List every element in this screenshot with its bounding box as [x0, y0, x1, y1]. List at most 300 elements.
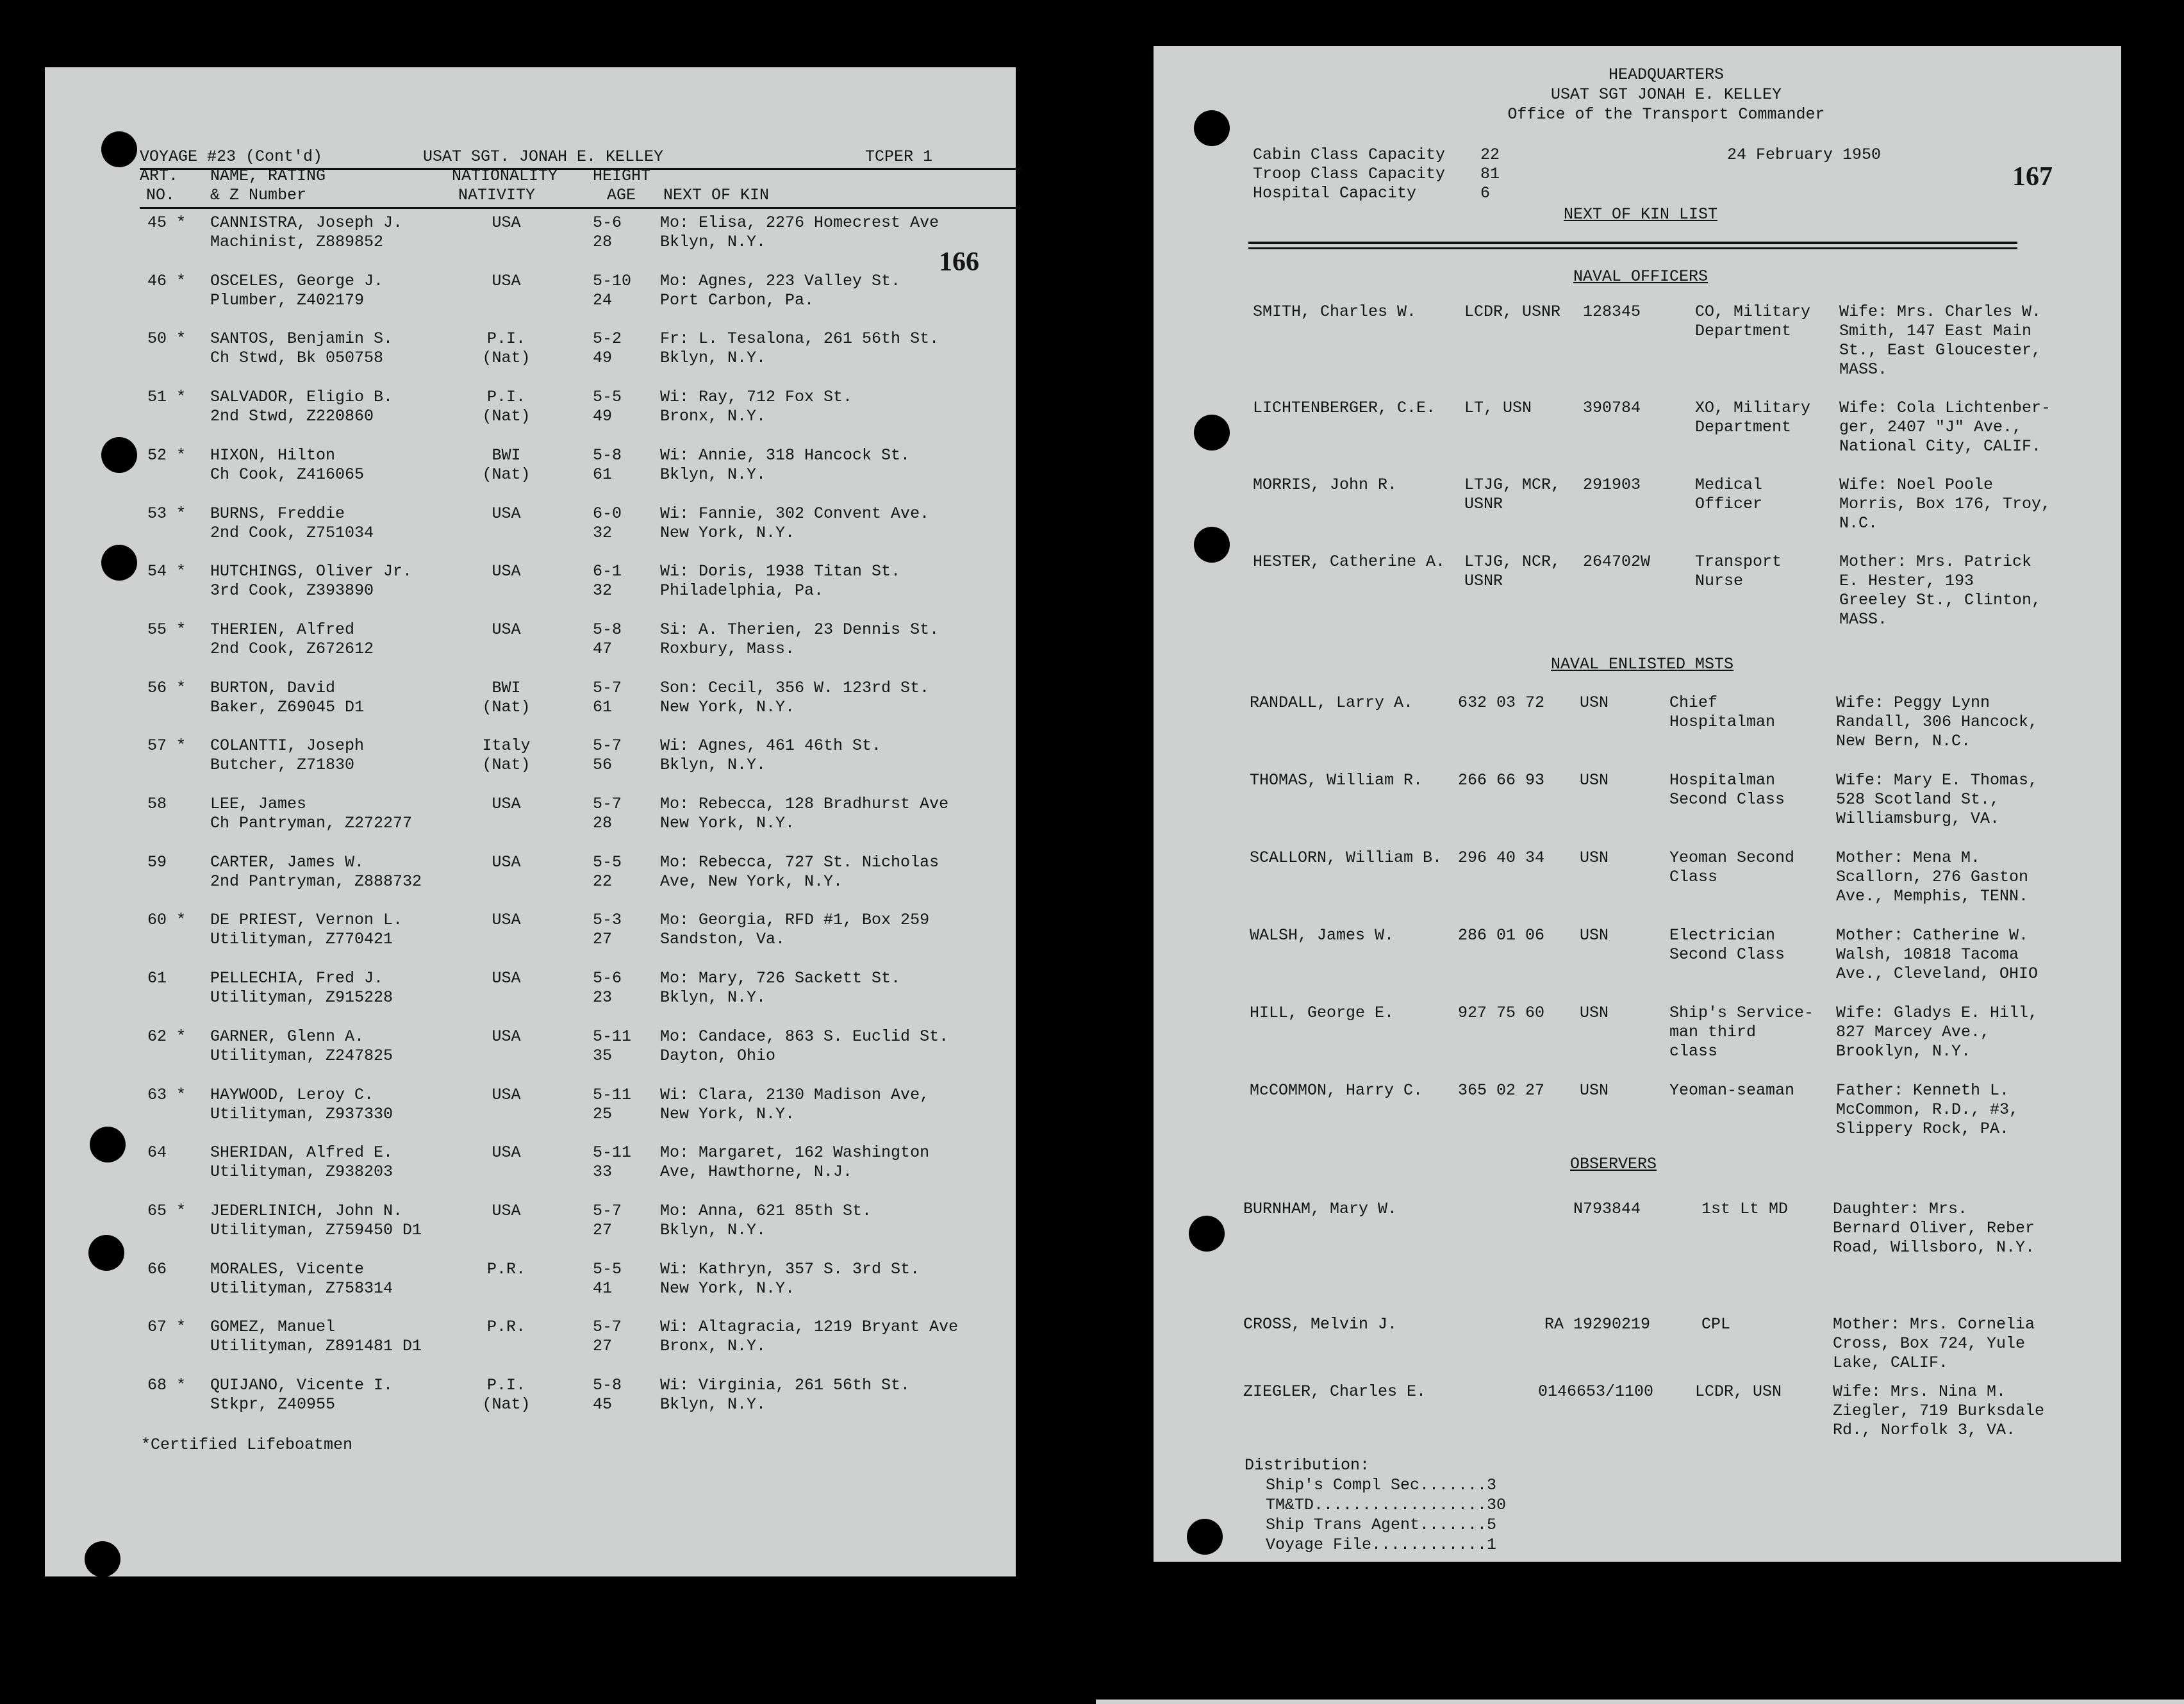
- enlisted-name: HILL, George E.: [1250, 1004, 1394, 1022]
- officer-duty: CO, Military: [1695, 302, 1811, 321]
- officer-kin: Wife: Cola Lichtenber-: [1839, 399, 2051, 417]
- crew-rating: Utilityman, Z758314: [210, 1279, 393, 1298]
- officer-kin: MASS.: [1839, 610, 1888, 629]
- left-page: [45, 67, 1016, 1576]
- enlisted-rating: Second Class: [1669, 945, 1785, 964]
- art-number: 62 *: [147, 1027, 186, 1046]
- next-of-kin: Mo: Margaret, 162 Washington: [660, 1143, 930, 1162]
- distribution-item: Voyage File............1: [1266, 1535, 1497, 1554]
- age: 61: [593, 465, 613, 484]
- height: 5-8: [593, 446, 622, 465]
- officer-rank: USNR: [1464, 495, 1503, 513]
- next-of-kin: Wi: Altagracia, 1219 Bryant Ave: [660, 1318, 959, 1336]
- enlisted-kin: Father: Kenneth L.: [1836, 1081, 2010, 1100]
- nationality: BWI: [492, 446, 521, 465]
- observer-serial: 0146653/1100: [1538, 1382, 1654, 1401]
- enlisted-kin: Wife: Mary E. Thomas,: [1836, 771, 2039, 790]
- age: 23: [593, 988, 613, 1007]
- crew-rating: Utilityman, Z247825: [210, 1046, 393, 1065]
- officer-serial: 128345: [1583, 302, 1641, 321]
- crew-rating: Utilityman, Z915228: [210, 988, 393, 1007]
- capacity-label: Troop Class Capacity: [1253, 165, 1446, 183]
- section-naval-officers: NAVAL OFFICERS: [1573, 267, 1708, 286]
- enlisted-kin: 528 Scotland St.,: [1836, 790, 2000, 809]
- crew-row: [45, 1260, 1016, 1300]
- distribution-item: Ship Trans Agent.......5: [1266, 1516, 1497, 1534]
- next-of-kin-address: Bklyn, N.Y.: [660, 1221, 766, 1239]
- officer-rank: LTJG, MCR,: [1464, 476, 1561, 494]
- height: 5-7: [593, 1318, 622, 1336]
- enlisted-rating: Hospitalman: [1669, 771, 1776, 790]
- enlisted-serial: 927 75 60: [1458, 1004, 1545, 1022]
- officer-kin: N.C.: [1839, 514, 1878, 533]
- enlisted-kin: 827 Marcey Ave.,: [1836, 1023, 1990, 1041]
- crew-rating: Stkpr, Z40955: [210, 1395, 336, 1414]
- enlisted-name: RANDALL, Larry A.: [1250, 693, 1414, 712]
- crew-row: [45, 853, 1016, 893]
- crew-row: [45, 795, 1016, 834]
- officer-rank: LCDR, USNR: [1464, 302, 1561, 321]
- next-of-kin: Wi: Agnes, 461 46th St.: [660, 736, 882, 755]
- next-of-kin-address: Ave, Hawthorne, N.J.: [660, 1162, 853, 1181]
- crew-name: DE PRIEST, Vernon L.: [210, 911, 403, 929]
- distribution-title: Distribution:: [1245, 1456, 1370, 1475]
- height: 5-2: [593, 329, 622, 348]
- crew-rating: Ch Stwd, Bk 050758: [210, 349, 384, 367]
- crew-rating: 2nd Pantryman, Z888732: [210, 872, 422, 891]
- nationality: USA: [492, 1143, 521, 1162]
- enlisted-service: USN: [1580, 693, 1609, 712]
- height: 5-11: [593, 1086, 632, 1104]
- art-number: 50 *: [147, 329, 186, 348]
- officer-duty: Transport: [1695, 552, 1782, 571]
- observer-kin: Rd., Norfolk 3, VA.: [1833, 1421, 2016, 1439]
- officer-name: LICHTENBERGER, C.E.: [1253, 399, 1436, 417]
- officer-kin: E. Hester, 193: [1839, 572, 1974, 590]
- art-number: 53 *: [147, 504, 186, 523]
- art-number: 63 *: [147, 1086, 186, 1104]
- next-of-kin: Wi: Doris, 1938 Titan St.: [660, 562, 901, 581]
- nationality: USA: [492, 213, 521, 232]
- enlisted-kin: Ave., Memphis, TENN.: [1836, 887, 2029, 906]
- enlisted-service: USN: [1580, 926, 1609, 945]
- nationality: USA: [492, 272, 521, 290]
- nativity: (Nat): [482, 756, 531, 774]
- page-number: 166: [939, 247, 979, 277]
- enlisted-service: USN: [1580, 771, 1609, 790]
- crew-row: [45, 736, 1016, 776]
- crew-row: [45, 272, 1016, 311]
- age: 45: [593, 1395, 613, 1414]
- enlisted-serial: 365 02 27: [1458, 1081, 1545, 1100]
- next-of-kin: Son: Cecil, 356 W. 123rd St.: [660, 679, 930, 697]
- enlisted-kin: Scallorn, 276 Gaston: [1836, 868, 2029, 886]
- observer-kin: Wife: Mrs. Nina M.: [1833, 1382, 2006, 1401]
- punch-hole: [1194, 110, 1230, 146]
- next-of-kin-address: Bklyn, N.Y.: [660, 988, 766, 1007]
- height: 5-10: [593, 272, 632, 290]
- crew-row: [45, 562, 1016, 602]
- height: 6-1: [593, 562, 622, 581]
- officer-duty: Department: [1695, 418, 1792, 436]
- officer-name: MORRIS, John R.: [1253, 476, 1398, 494]
- officer-kin: Mother: Mrs. Patrick: [1839, 552, 2032, 571]
- art-number: 68 *: [147, 1376, 186, 1394]
- officer-duty: Department: [1695, 322, 1792, 340]
- art-number: 57 *: [147, 736, 186, 755]
- observer-name: BURNHAM, Mary W.: [1243, 1200, 1398, 1218]
- crew-row: [45, 1027, 1016, 1067]
- officer-name: SMITH, Charles W.: [1253, 302, 1417, 321]
- age: 41: [593, 1279, 613, 1298]
- age: 28: [593, 233, 613, 251]
- crew-name: SALVADOR, Eligio B.: [210, 388, 393, 406]
- next-of-kin: Mo: Mary, 726 Sackett St.: [660, 969, 901, 988]
- crew-name: LEE, James: [210, 795, 307, 813]
- hq-office: Office of the Transport Commander: [1507, 105, 1825, 124]
- art-number: 65 *: [147, 1202, 186, 1220]
- enlisted-name: THOMAS, William R.: [1250, 771, 1423, 790]
- punch-hole: [1189, 1216, 1225, 1252]
- art-number: 46 *: [147, 272, 186, 290]
- crew-rating: Ch Pantryman, Z272277: [210, 814, 413, 832]
- nationality: P.R.: [486, 1260, 525, 1278]
- crew-row: [45, 1143, 1016, 1183]
- age: 32: [593, 581, 613, 600]
- crew-name: CANNISTRA, Joseph J.: [210, 213, 403, 232]
- next-of-kin: Mo: Elisa, 2276 Homecrest Ave: [660, 213, 939, 232]
- enlisted-name: SCALLORN, William B.: [1250, 848, 1443, 867]
- observer-kin: Road, Willsboro, N.Y.: [1833, 1238, 2035, 1257]
- observer-serial: RA 19290219: [1544, 1315, 1651, 1334]
- next-of-kin: Wi: Kathryn, 357 S. 3rd St.: [660, 1260, 920, 1278]
- nationality: USA: [492, 1027, 521, 1046]
- officer-kin: St., East Gloucester,: [1839, 341, 2042, 360]
- next-of-kin: Wi: Clara, 2130 Madison Ave,: [660, 1086, 930, 1104]
- crew-row: [45, 620, 1016, 660]
- next-of-kin: Mo: Rebecca, 128 Bradhurst Ave: [660, 795, 949, 813]
- punch-hole: [85, 1541, 120, 1577]
- nationality: Italy: [482, 736, 531, 755]
- age: 56: [593, 756, 613, 774]
- crew-name: HAYWOOD, Leroy C.: [210, 1086, 374, 1104]
- enlisted-rating: Yeoman-seaman: [1669, 1081, 1795, 1100]
- enlisted-service: USN: [1580, 1004, 1609, 1022]
- col-header-nationality: NATIONALITY NATIVITY: [452, 167, 558, 204]
- age: 49: [593, 407, 613, 426]
- footnote: *Certified Lifeboatmen: [141, 1435, 353, 1454]
- next-of-kin-address: Dayton, Ohio: [660, 1046, 776, 1065]
- next-of-kin: Wi: Fannie, 302 Convent Ave.: [660, 504, 930, 523]
- art-number: 64: [147, 1143, 167, 1162]
- next-of-kin-address: Philadelphia, Pa.: [660, 581, 824, 600]
- enlisted-rating: Hospitalman: [1669, 713, 1776, 731]
- right-page: [1154, 46, 2121, 1562]
- next-of-kin-address: New York, N.Y.: [660, 1105, 795, 1123]
- enlisted-serial: 266 66 93: [1458, 771, 1545, 790]
- distribution-item: Ship's Compl Sec.......3: [1266, 1476, 1497, 1494]
- nationality: USA: [492, 795, 521, 813]
- officer-kin: ger, 2407 "J" Ave.,: [1839, 418, 2023, 436]
- enlisted-service: USN: [1580, 848, 1609, 867]
- crew-name: OSCELES, George J.: [210, 272, 384, 290]
- enlisted-rating: man third: [1669, 1023, 1757, 1041]
- nationality: USA: [492, 504, 521, 523]
- observer-name: CROSS, Melvin J.: [1243, 1315, 1398, 1334]
- officer-kin: MASS.: [1839, 360, 1888, 379]
- crew-name: GOMEZ, Manuel: [210, 1318, 336, 1336]
- capacity-value: 81: [1480, 165, 1500, 183]
- crew-rating: 3rd Cook, Z393890: [210, 581, 374, 600]
- art-number: 51 *: [147, 388, 186, 406]
- next-of-kin-address: Bklyn, N.Y.: [660, 233, 766, 251]
- col-header-height: HEIGHT AGE: [593, 167, 651, 204]
- crew-rating: Utilityman, Z759450 D1: [210, 1221, 422, 1239]
- officer-serial: 264702W: [1583, 552, 1651, 571]
- crew-name: HUTCHINGS, Oliver Jr.: [210, 562, 413, 581]
- enlisted-name: McCOMMON, Harry C.: [1250, 1081, 1423, 1100]
- officer-rank: USNR: [1464, 572, 1503, 590]
- nativity: (Nat): [482, 465, 531, 484]
- nationality: P.I.: [486, 1376, 525, 1394]
- crew-row: [45, 329, 1016, 369]
- enlisted-serial: 296 40 34: [1458, 848, 1545, 867]
- nationality: USA: [492, 969, 521, 988]
- age: 28: [593, 814, 613, 832]
- enlisted-kin: Brooklyn, N.Y.: [1836, 1042, 1971, 1061]
- title-rule: [1248, 242, 2017, 244]
- nationality: P.R.: [486, 1318, 525, 1336]
- enlisted-rating: Yeoman Second: [1669, 848, 1795, 867]
- next-of-kin: Mo: Rebecca, 727 St. Nicholas: [660, 853, 939, 872]
- next-of-kin-address: Port Carbon, Pa.: [660, 291, 815, 310]
- height: 5-11: [593, 1027, 632, 1046]
- observer-serial: N793844: [1573, 1200, 1641, 1218]
- enlisted-kin: Wife: Gladys E. Hill,: [1836, 1004, 2039, 1022]
- height: 5-7: [593, 795, 622, 813]
- crew-name: BURTON, David: [210, 679, 336, 697]
- punch-hole: [1194, 415, 1230, 451]
- height: 5-5: [593, 853, 622, 872]
- officer-name: HESTER, Catherine A.: [1253, 552, 1446, 571]
- age: 24: [593, 291, 613, 310]
- officer-kin: Greeley St., Clinton,: [1839, 591, 2042, 609]
- crew-row: [45, 446, 1016, 486]
- height: 5-8: [593, 1376, 622, 1394]
- next-of-kin: Mo: Anna, 621 85th St.: [660, 1202, 872, 1220]
- crew-rating: 2nd Stwd, Z220860: [210, 407, 374, 426]
- enlisted-rating: Electrician: [1669, 926, 1776, 945]
- next-of-kin-address: New York, N.Y.: [660, 1279, 795, 1298]
- height: 5-7: [593, 679, 622, 697]
- next-of-kin-address: Bklyn, N.Y.: [660, 1395, 766, 1414]
- nationality: USA: [492, 1202, 521, 1220]
- enlisted-kin: Walsh, 10818 Tacoma: [1836, 945, 2019, 964]
- observer-name: ZIEGLER, Charles E.: [1243, 1382, 1427, 1401]
- crew-row: [45, 911, 1016, 950]
- document-date: 24 February 1950: [1727, 145, 1882, 164]
- enlisted-kin: Ave., Cleveland, OHIO: [1836, 964, 2039, 983]
- col-header-art: ART. NO.: [140, 167, 179, 204]
- enlisted-serial: 286 01 06: [1458, 926, 1545, 945]
- distribution-item: TM&TD..................30: [1266, 1496, 1507, 1514]
- next-of-kin: Si: A. Therien, 23 Dennis St.: [660, 620, 939, 639]
- age: 27: [593, 1221, 613, 1239]
- enlisted-kin: Mother: Catherine W.: [1836, 926, 2029, 945]
- officer-duty: Nurse: [1695, 572, 1744, 590]
- art-number: 60 *: [147, 911, 186, 929]
- crew-rating: Utilityman, Z770421: [210, 930, 393, 948]
- observer-kin: Bernard Oliver, Reber: [1833, 1219, 2035, 1237]
- next-of-kin-address: Bronx, N.Y.: [660, 407, 766, 426]
- punch-hole: [101, 131, 137, 167]
- height: 5-11: [593, 1143, 632, 1162]
- next-of-kin: Wi: Annie, 318 Hancock St.: [660, 446, 911, 465]
- observer-kin: Lake, CALIF.: [1833, 1353, 1949, 1372]
- crew-name: BURNS, Freddie: [210, 504, 345, 523]
- crew-name: PELLECHIA, Fred J.: [210, 969, 384, 988]
- col-header-name: NAME, RATING & Z Number: [210, 167, 326, 204]
- next-of-kin-address: Bklyn, N.Y.: [660, 349, 766, 367]
- crew-row: [45, 1376, 1016, 1416]
- capacity-label: Hospital Capacity: [1253, 184, 1417, 203]
- section-observers: OBSERVERS: [1570, 1155, 1657, 1173]
- crew-row: [45, 1086, 1016, 1125]
- crew-name: SANTOS, Benjamin S.: [210, 329, 393, 348]
- nationality: BWI: [492, 679, 521, 697]
- crew-rating: Baker, Z69045 D1: [210, 698, 365, 716]
- nativity: (Nat): [482, 407, 531, 426]
- next-of-kin: Fr: L. Tesalona, 261 56th St.: [660, 329, 939, 348]
- enlisted-kin: Williamsburg, VA.: [1836, 809, 2000, 828]
- enlisted-kin: McCommon, R.D., #3,: [1836, 1100, 2019, 1119]
- enlisted-kin: Slippery Rock, PA.: [1836, 1120, 2010, 1138]
- age: 22: [593, 872, 613, 891]
- next-of-kin-address: Roxbury, Mass.: [660, 640, 795, 658]
- crew-rating: Utilityman, Z891481 D1: [210, 1337, 422, 1355]
- enlisted-kin: Mother: Mena M.: [1836, 848, 1981, 867]
- age: 32: [593, 524, 613, 542]
- officer-duty: XO, Military: [1695, 399, 1811, 417]
- crew-rating: Utilityman, Z938203: [210, 1162, 393, 1181]
- observer-kin: Cross, Box 724, Yule: [1833, 1334, 2026, 1353]
- age: 47: [593, 640, 613, 658]
- officer-kin: Wife: Noel Poole: [1839, 476, 1994, 494]
- officer-rank: LTJG, NCR,: [1464, 552, 1561, 571]
- next-of-kin: Mo: Georgia, RFD #1, Box 259: [660, 911, 930, 929]
- crew-rating: Plumber, Z402179: [210, 291, 365, 310]
- height: 5-6: [593, 213, 622, 232]
- nationality: USA: [492, 562, 521, 581]
- officer-kin: Wife: Mrs. Charles W.: [1839, 302, 2042, 321]
- officer-kin: Morris, Box 176, Troy,: [1839, 495, 2051, 513]
- list-title: NEXT OF KIN LIST: [1564, 205, 1718, 224]
- observer-rank: LCDR, USN: [1695, 1382, 1782, 1401]
- crew-row: [45, 1202, 1016, 1241]
- next-of-kin-address: Sandston, Va.: [660, 930, 786, 948]
- height: 5-3: [593, 911, 622, 929]
- next-page-edge: [1096, 1700, 2184, 1704]
- height: 5-7: [593, 1202, 622, 1220]
- officer-kin: National City, CALIF.: [1839, 437, 2042, 456]
- crew-rating: 2nd Cook, Z672612: [210, 640, 374, 658]
- art-number: 58: [147, 795, 167, 813]
- enlisted-rating: Ship's Service-: [1669, 1004, 1814, 1022]
- crew-rating: Butcher, Z71830: [210, 756, 355, 774]
- crew-row: [45, 969, 1016, 1009]
- age: 49: [593, 349, 613, 367]
- enlisted-rating: Chief: [1669, 693, 1718, 712]
- capacity-value: 22: [1480, 145, 1500, 164]
- crew-rating: Ch Cook, Z416065: [210, 465, 365, 484]
- age: 61: [593, 698, 613, 716]
- art-number: 61: [147, 969, 167, 988]
- art-number: 59: [147, 853, 167, 872]
- next-of-kin-address: Bronx, N.Y.: [660, 1337, 766, 1355]
- art-number: 66: [147, 1260, 167, 1278]
- punch-hole: [1194, 527, 1230, 563]
- art-number: 54 *: [147, 562, 186, 581]
- officer-serial: 291903: [1583, 476, 1641, 494]
- nationality: USA: [492, 911, 521, 929]
- next-of-kin-address: Ave, New York, N.Y.: [660, 872, 843, 891]
- height: 5-8: [593, 620, 622, 639]
- observer-kin: Daughter: Mrs.: [1833, 1200, 1968, 1218]
- distribution-list: [1266, 1475, 1506, 1555]
- age: 27: [593, 1337, 613, 1355]
- next-of-kin: Wi: Ray, 712 Fox St.: [660, 388, 853, 406]
- age: 25: [593, 1105, 613, 1123]
- enlisted-rating: Second Class: [1669, 790, 1785, 809]
- officer-duty: Medical: [1695, 476, 1763, 494]
- crew-name: QUIJANO, Vicente I.: [210, 1376, 393, 1394]
- next-of-kin-address: New York, N.Y.: [660, 524, 795, 542]
- crew-rating: Utilityman, Z937330: [210, 1105, 393, 1123]
- officer-rank: LT, USN: [1464, 399, 1532, 417]
- col-header-kin: NEXT OF KIN: [663, 186, 770, 204]
- next-of-kin: Mo: Agnes, 223 Valley St.: [660, 272, 901, 290]
- nationality: P.I.: [486, 329, 525, 348]
- crew-name: COLANTTI, Joseph: [210, 736, 365, 755]
- crew-rating: Machinist, Z889852: [210, 233, 384, 251]
- observer-kin: Mother: Mrs. Cornelia: [1833, 1315, 2035, 1334]
- capacity-value: 6: [1480, 184, 1491, 203]
- crew-rating: 2nd Cook, Z751034: [210, 524, 374, 542]
- crew-name: THERIEN, Alfred: [210, 620, 355, 639]
- nativity: (Nat): [482, 349, 531, 367]
- height: 6-0: [593, 504, 622, 523]
- crew-row: [45, 679, 1016, 718]
- height: 5-6: [593, 969, 622, 988]
- height: 5-7: [593, 736, 622, 755]
- art-number: 45 *: [147, 213, 186, 232]
- age: 35: [593, 1046, 613, 1065]
- header-rule: [140, 207, 1021, 209]
- hq-title: HEADQUARTERS: [1608, 65, 1725, 84]
- crew-name: MORALES, Vicente: [210, 1260, 365, 1278]
- next-of-kin-address: Bklyn, N.Y.: [660, 756, 766, 774]
- enlisted-rating: class: [1669, 1042, 1718, 1061]
- art-number: 67 *: [147, 1318, 186, 1336]
- art-number: 56 *: [147, 679, 186, 697]
- crew-name: HIXON, Hilton: [210, 446, 336, 465]
- nativity: (Nat): [482, 1395, 531, 1414]
- voyage-line: VOYAGE #23 (Cont'd): [140, 147, 323, 166]
- next-of-kin: Wi: Virginia, 261 56th St.: [660, 1376, 911, 1394]
- nationality: USA: [492, 1086, 521, 1104]
- nationality: P.I.: [486, 388, 525, 406]
- observer-rank: CPL: [1701, 1315, 1731, 1334]
